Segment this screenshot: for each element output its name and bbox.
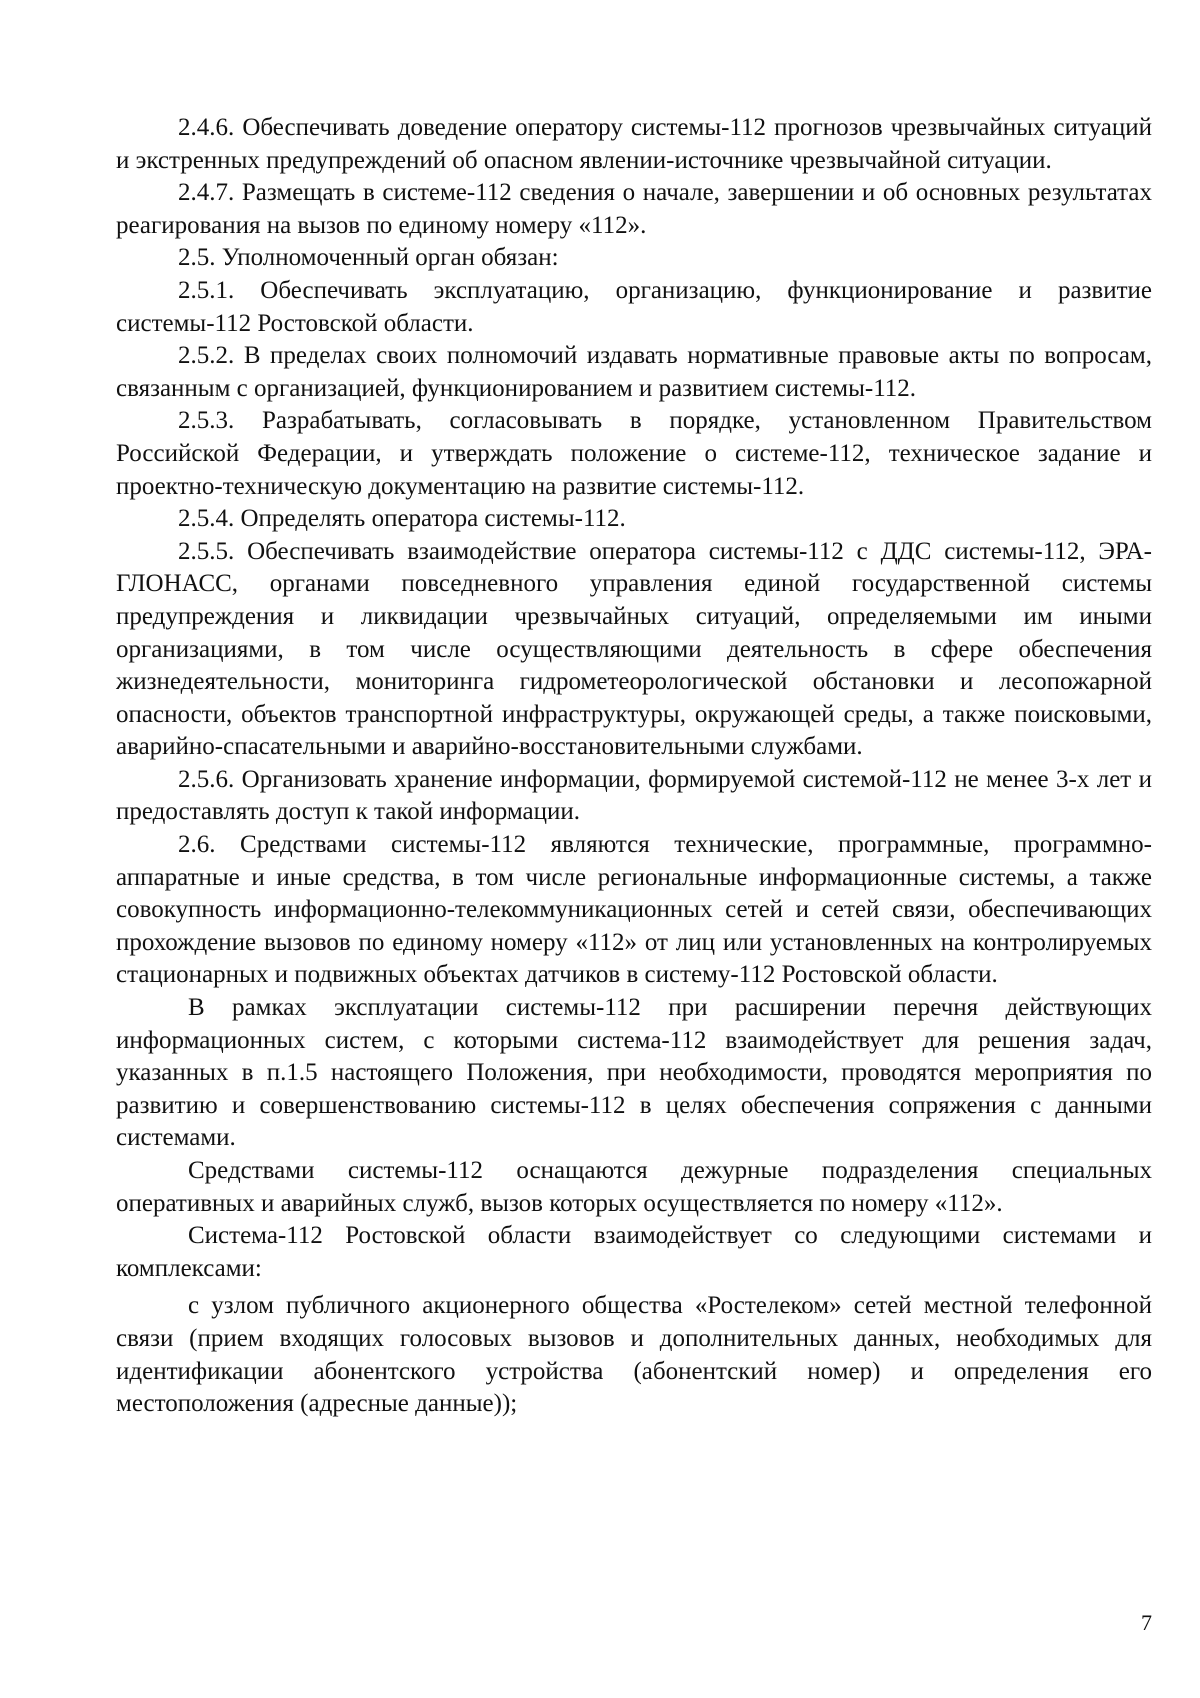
paragraph-2-5-4: 2.5.4. Определять оператора системы-112. bbox=[178, 505, 626, 533]
paragraph-system-expansion: В рамках эксплуатации системы-112 при расширении перечня действующих информационных систем, с которыми система-112 взаимодействует для решения задач, указанных в п.1.5 настоящего Положения, при необходимости, проводятся мероприятия по развитию и совершенствованию системы-112 в целях обеспечения сопряжения с данными системами. bbox=[116, 994, 1152, 1152]
paragraph-2-5-2: 2.5.2. В пределах своих полномочий издавать нормативные правовые акты по вопросам, связанным с организацией, функционированием и развитием системы-112. bbox=[116, 342, 1152, 402]
paragraph-2-5-3: 2.5.3. Разрабатывать, согласовывать в порядке, установленном Правительством Российской Федерации, и утверждать положение о системе-112, техническое задание и проектно-техническую документацию на развитие системы-112. bbox=[116, 407, 1152, 500]
paragraph-2-5-5: 2.5.5. Обеспечивать взаимодействие оператора системы-112 с ДДС системы-112, ЭРА-ГЛОНАСС, органами повседневного управления единой государственной системы предупреждения и ликвидации чрезвычайных ситуаций, определяемыми им иными организациями, в том числе осуществляющими деятельность в сфере обеспечения жизнедеятельности, мониторинга гидрометеорологической обстановки и лесопожарной опасности, объектов транспортной инфраструктуры, окружающей среды, а также поисковыми, аварийно-спасательными и аварийно-восстановительными службами. bbox=[116, 537, 1152, 761]
paragraph-2-4-7: 2.4.7. Размещать в системе-112 сведения о начале, завершении и об основных результатах реагирования на вызов по единому номеру «112». bbox=[116, 179, 1152, 239]
paragraph-duty-units: Средствами системы-112 оснащаются дежурные подразделения специальных оперативных и аварийных служб, вызов которых осуществляется по номеру «112». bbox=[116, 1157, 1152, 1217]
paragraph-2-5-1: 2.5.1. Обеспечивать эксплуатацию, организацию, функционирование и развитие системы-112 Ростовской области. bbox=[116, 276, 1152, 337]
page-number: 7 bbox=[1141, 1610, 1152, 1635]
paragraph-2-4-6: 2.4.6. Обеспечивать доведение оператору системы-112 прогнозов чрезвычайных ситуаций и экстренных предупреждений об опасном явлении-источнике чрезвычайной ситуации. bbox=[116, 114, 1152, 174]
paragraph-2-5: 2.5. Уполномоченный орган обязан: bbox=[178, 244, 559, 272]
paragraph-2-5-6: 2.5.6. Организовать хранение информации, формируемой системой-112 не менее 3-х лет и предоставлять доступ к такой информации. bbox=[116, 765, 1152, 826]
paragraph-rostelecom-node: с узлом публичного акционерного общества «Ростелеком» сетей местной телефонной связи (прием входящих голосовых вызовов и дополнительных данных, необходимых для идентификации абонентского устройства (абонентский номер) и определения его местоположения (адресные данные)); bbox=[116, 1292, 1152, 1418]
paragraph-2-6: 2.6. Средствами системы-112 являются технические, программные, программно-аппаратные и иные средства, в том числе региональные информационные системы, а также совокупность информационно-телекоммуникационных сетей и сетей связи, обеспечивающих прохождение вызовов по единому номеру «112» от лиц или установленных на контролируемых стационарных и подвижных объектах датчиков в систему-112 Ростовской области. bbox=[116, 831, 1152, 989]
paragraph-interaction-systems: Система-112 Ростовской области взаимодействует со следующими системами и комплексами: bbox=[116, 1222, 1152, 1282]
document-body bbox=[116, 112, 1152, 1421]
